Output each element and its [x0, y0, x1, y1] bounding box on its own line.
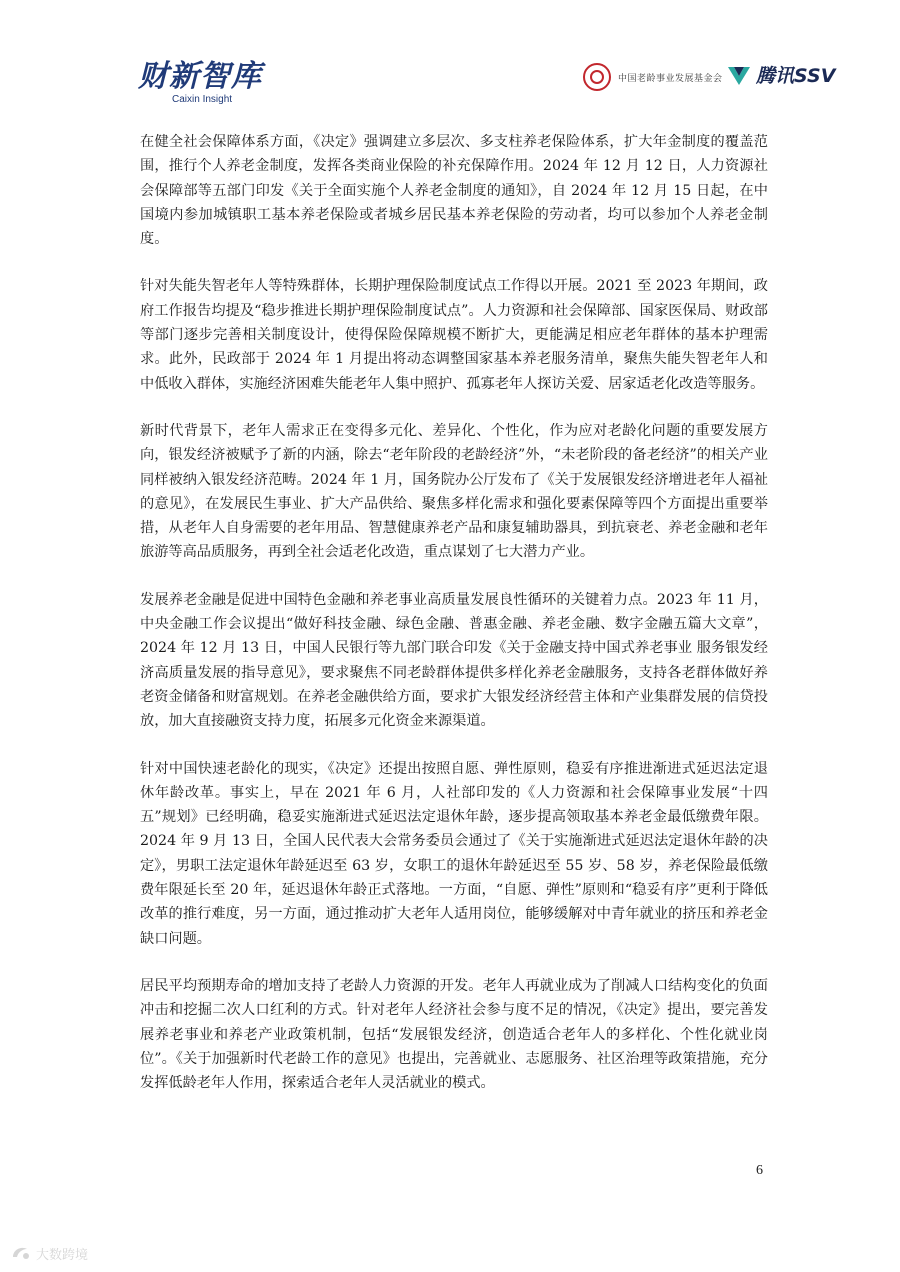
brand-name-cn: 财新智库 — [138, 59, 262, 94]
body-text — [140, 130, 768, 1118]
paragraph-elderly-employment: 居民平均预期寿命的增加支持了老龄人力资源的开发。老年人再就业成为了削减人口结构变化的负面冲击和挖掘二次人口红利的方式。针对老年人经济社会参与度不足的情况，《决定》提出，要完善发展养老事业和养老产业政策机制，包括“发展银发经济，创造适合老年人的多样化、个性化就业岗位”。《关于加强新时代老龄工作的意见》也提出，完善就业、志愿服务、社区治理等政策措施，充分发挥低龄老年人作用，探索适合老年人灵活就业的模式。 — [140, 977, 768, 1092]
page-number: 6 — [756, 1163, 763, 1178]
ssv-brand-name: 腾讯SSV — [756, 65, 836, 87]
foundation-seal-icon — [583, 63, 611, 91]
paragraph-pension-finance: 发展养老金融是促进中国特色金融和养老事业高质量发展良性循环的关键着力点。2023 年 11 月，中央金融工作会议提出“做好科技金融、绿色金融、普惠金融、养老金融、数字金融五篇大文章”，2024 年 12 月 13 日，中国人民银行等九部门联合印发《关于金融支持中国式养老事业 服务银发经济高质量发展的指导意见》，要求聚焦不同老龄群体提供多样化养老金融服务，支持各老群体做好养老资金储备和财富规划。在养老金融供给方面，要求扩大银发经济经营主体和产业集群发展的信贷投放，加大直接融资支持力度，拓展多元化资金来源渠道。 — [140, 591, 768, 730]
ssv-mark-icon — [726, 62, 752, 88]
paragraph-pension-system: 在健全社会保障体系方面，《决定》强调建立多层次、多支柱养老保险体系，扩大年金制度的覆盖范围，推行个人养老金制度，发挥各类商业保险的补充保障作用。2024 年 12 月 12 日，人力资源社会保障部等五部门印发《关于全面实施个人养老金制度的通知》，自 2024 年 12 月 15 日起，在中国境内参加城镇职工基本养老保险或者城乡居民基本养老保险的劳动者，均可以参加个人养老金制度。 — [140, 134, 768, 248]
tencent-ssv-logo — [726, 61, 835, 88]
watermark-text: 大数跨境 — [36, 1247, 89, 1263]
caixin-insight-logo — [138, 60, 262, 106]
watermark-icon — [10, 1243, 32, 1263]
paragraph-silver-economy: 新时代背景下，老年人需求正在变得多元化、差异化、个性化，作为应对老龄化问题的重要发展方向，银发经济被赋予了新的内涵，除去“老年阶段的老龄经济”外，“未老阶段的备老经济”的相关产业同样被纳入银发经济范畴。2024 年 1 月，国务院办公厅发布了《关于发展银发经济增进老年人福祉的意见》，在发展民生事业、扩大产品供给、聚焦多样化需求和强化要素保障等四个方面提出重要举措，从老年人自身需要的老年用品、智慧健康养老产品和康复辅助器具，到抗衰老、养老金融和老年旅游等高品质服务，再到全社会适老化改造，重点谋划了七大潜力产业。 — [140, 422, 768, 561]
foundation-name: 中国老龄事业发展基金会 — [618, 73, 723, 84]
watermark — [10, 1243, 88, 1263]
paragraph-retirement-age: 针对中国快速老龄化的现实，《决定》还提出按照自愿、弹性原则，稳妥有序推进渐进式延迟法定退休年龄改革。事实上，早在 2021 年 6 月，人社部印发的《人力资源和社会保障事业发展“十四五”规划》已经明确，稳妥实施渐进式延迟法定退休年龄，逐步提高领取基本养老金最低缴费年限。2024 年 9 月 13 日，全国人民代表大会常务委员会通过了《关于实施渐进式延迟法定退休年龄的决定》，男职工法定退休年龄延迟至 63 岁，女职工的退休年龄延迟至 55 岁、58 岁，养老保险最低缴费年限延长至 20 年，延迟退休年龄正式落地。一方面，“自愿、弹性”原则和“稳妥有序”更利于降低改革的推行难度，另一方面，通过推动扩大老年人适用岗位，能够缓解对中青年就业的挤压和养老金缺口问题。 — [140, 760, 768, 947]
paragraph-long-term-care: 针对失能失智老年人等特殊群体，长期护理保险制度试点工作得以开展。2021 至 2023 年期间，政府工作报告均提及“稳步推进长期护理保险制度试点”。人力资源和社会保障部、国家医保局、财政部等部门逐步完善相关制度设计，使得保险保障规模不断扩大，更能满足相应老年群体的基本护理需求。此外，民政部于 2024 年 1 月提出将动态调整国家基本养老服务清单，聚焦失能失智老年人和中低收入群体，实施经济困难失能老年人集中照护、孤寡老年人探访关爱、居家适老化改造等服务。 — [140, 278, 768, 392]
brand-name-en: Caixin Insight — [172, 94, 233, 105]
foundation-logo — [583, 63, 723, 91]
page-header — [0, 0, 900, 120]
